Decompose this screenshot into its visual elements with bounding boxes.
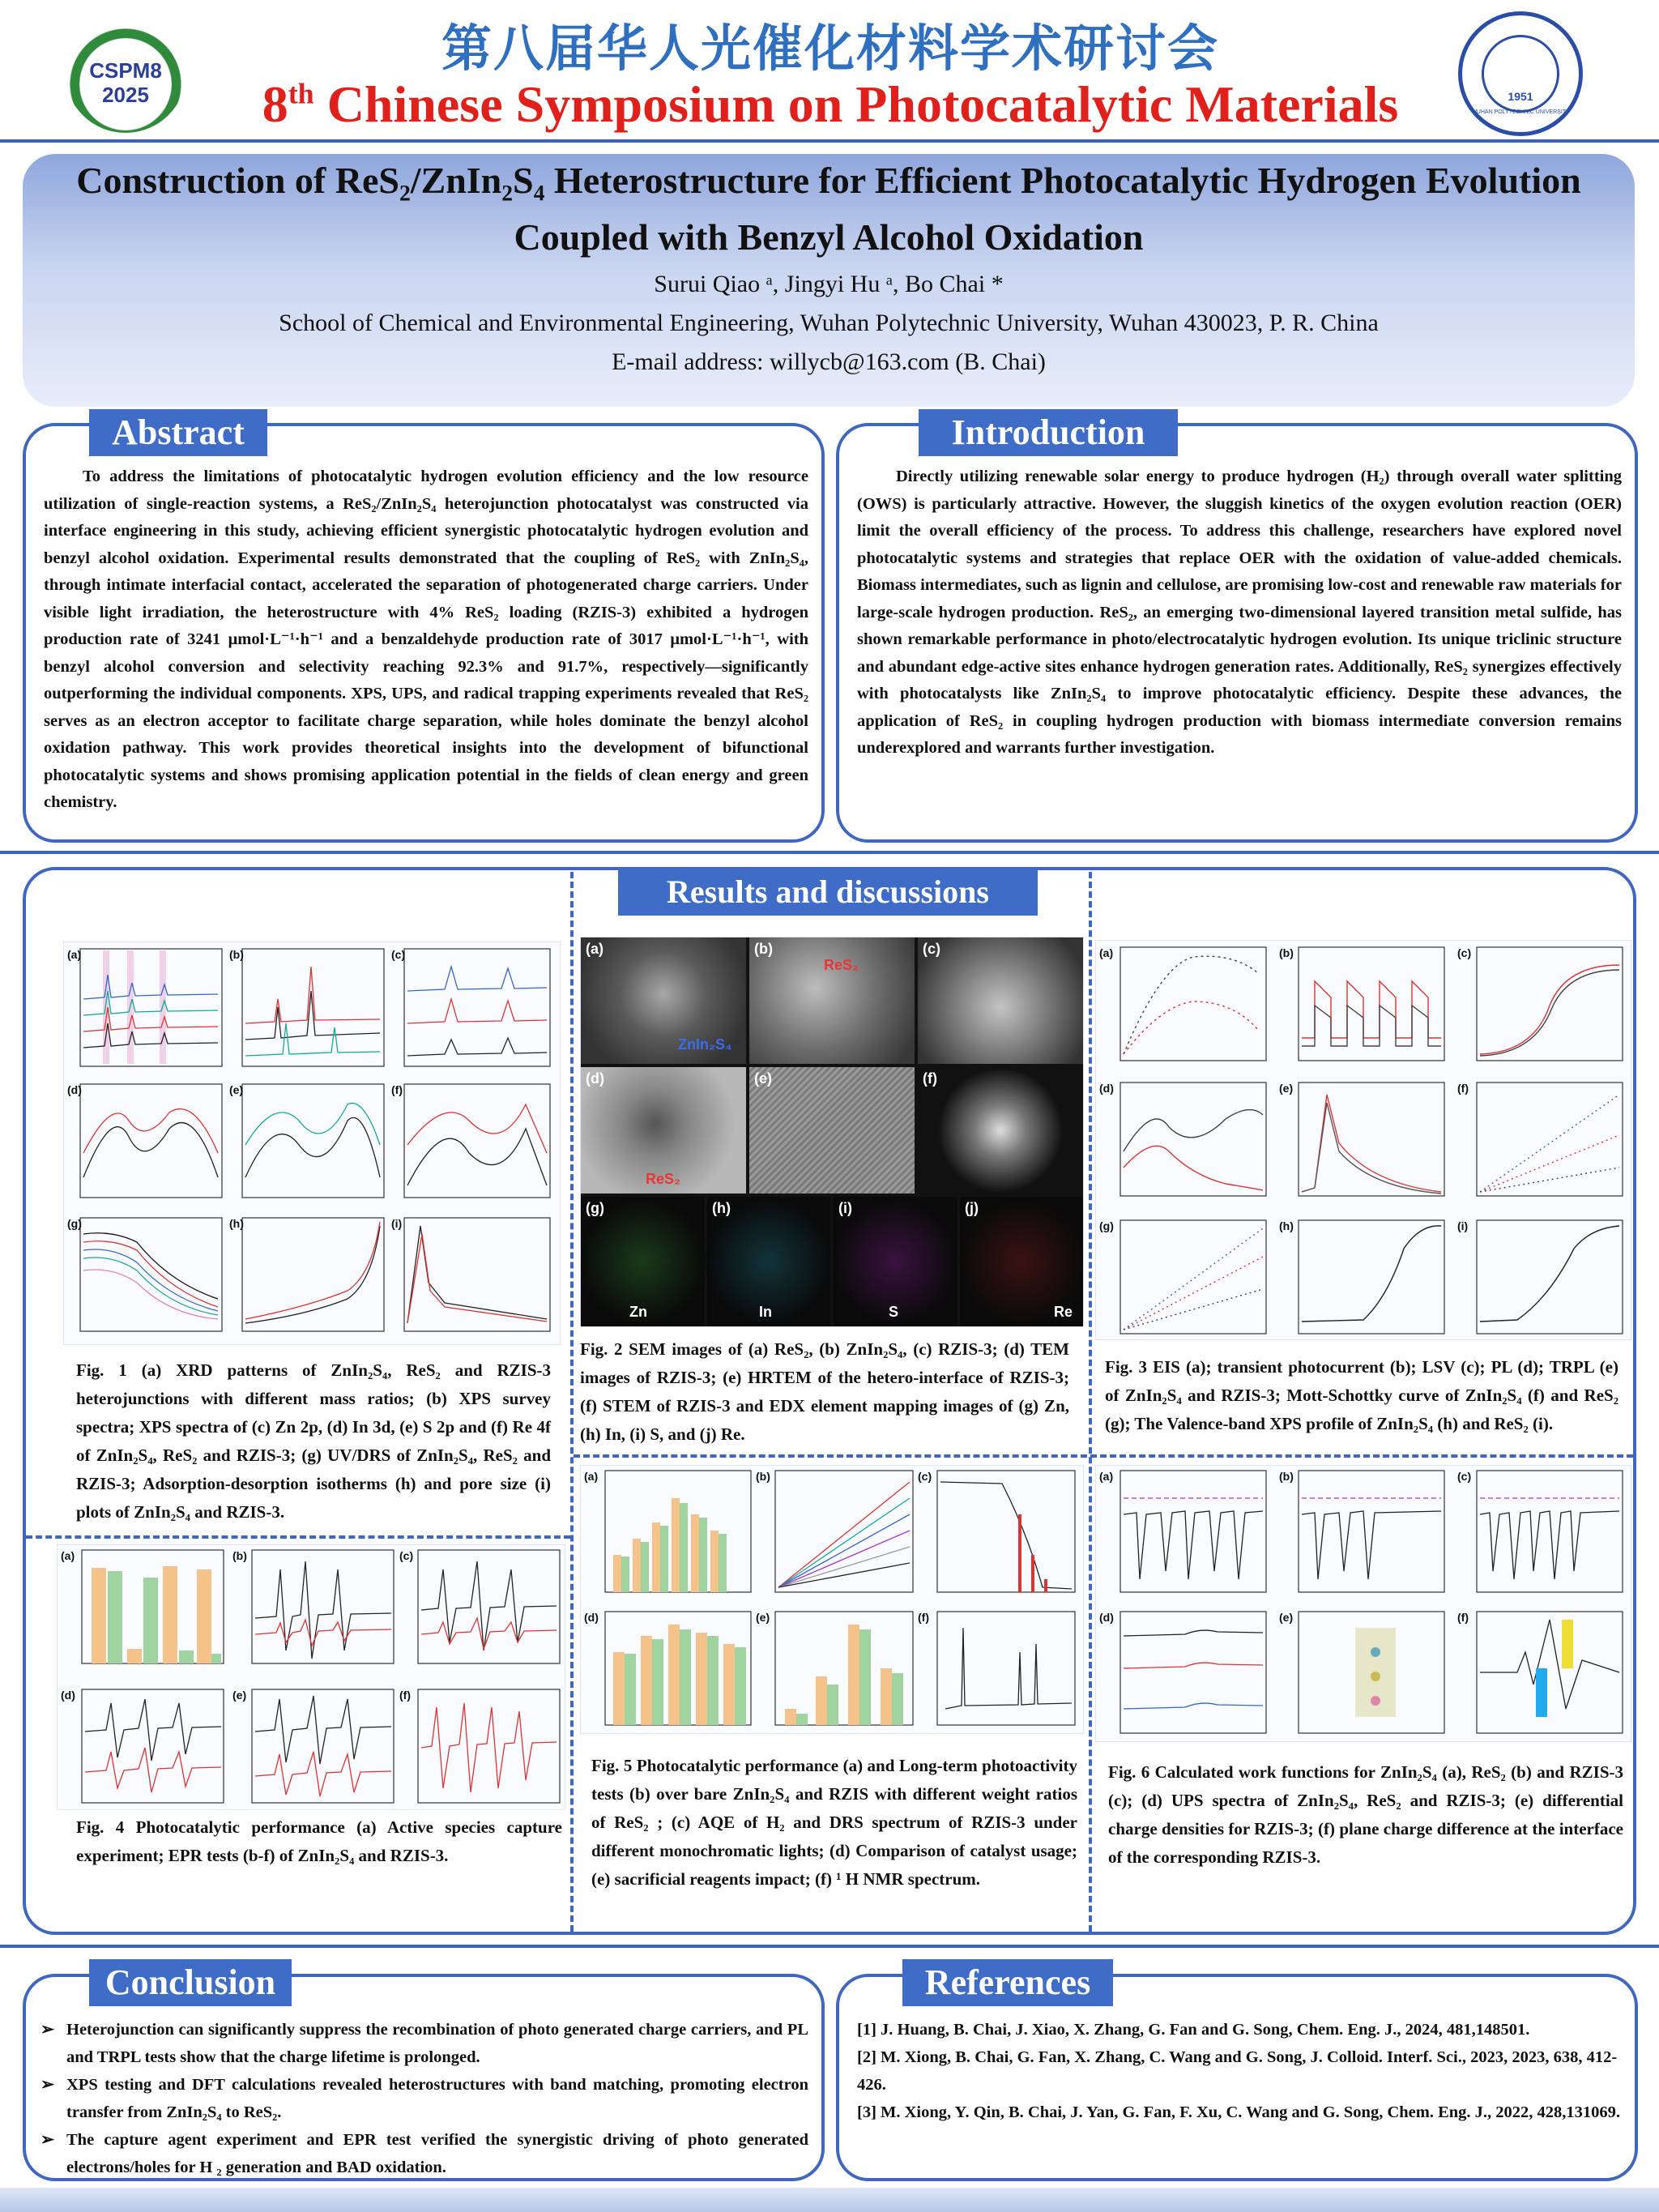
introduction-heading: Introduction: [919, 409, 1178, 456]
svg-text:(h): (h): [1279, 1219, 1294, 1232]
results-divider-h-right: [574, 1454, 1633, 1458]
logo-text-cspm8: CSPM8: [89, 58, 162, 83]
results-divider-right: [1089, 872, 1092, 1932]
fig2-label-g: (g): [586, 1200, 604, 1216]
conclusion-list: [41, 2016, 808, 2181]
results-heading: Results and discussions: [618, 869, 1038, 916]
svg-text:(b): (b): [229, 948, 244, 961]
fig2-label-b: (b): [754, 941, 773, 957]
svg-text:(d): (d): [1099, 1082, 1114, 1095]
logo-text-year: 2025: [102, 83, 149, 107]
section-divider-bottom: [0, 1945, 1659, 1948]
figure-2-caption: Fig. 2 SEM images of (a) ReS₂, (b) ZnIn₂S₄, (c) RZIS-3; (d) TEM images of RZIS-3; (e) HRTEM of the hetero-interface of RZIS-3; (f) STEM of RZIS-3 and EDX element mapping images of (g) Zn, (h) In, (i) S, and (j) Re.: [580, 1339, 1069, 1444]
references-list: [857, 2016, 1625, 2126]
svg-text:(e): (e): [232, 1689, 247, 1702]
authors: Surui Qiao ᵃ, Jingyi Hu ᵃ, Bo Chai *: [654, 271, 1004, 297]
fig2-label-d: (d): [586, 1070, 604, 1087]
svg-text:(c): (c): [399, 1549, 414, 1562]
conclusion-item: ➢ Heterojunction can significantly suppress the recombination of photo generated charge carriers, and PL and TRPL tests show that the charge lifetime is prolonged.: [41, 2021, 808, 2066]
svg-text:(d): (d): [1099, 1611, 1114, 1624]
footer-band: [0, 2188, 1659, 2212]
figure-1: [63, 942, 561, 1345]
abstract-text: To address the limitations of photocatalytic hydrogen evolution efficiency and the low resource utilization of single-reaction systems, a ReS₂/ZnIn₂S₄ heterojunction photocatalyst was constructed via interface engineering in this study, achieving efficient synergistic photocatalytic hydrogen evolution and benzyl alcohol oxidation. Experimental results demonstrated that the coupling of ReS₂ with ZnIn₂S₄, through intimate interfacial contact, accelerated the separation of photogenerated charge carriers. Under visible light irradiation, the heterostructure with 4% ReS₂ loading (RZIS-3) exhibited a hydrogen production rate of 3241 μmol·L⁻¹·h⁻¹ and a benzaldehyde production rate of 3017 μmol·L⁻¹·h⁻¹, with benzyl alcohol conversion and selectivity reaching 92.3% and 91.7%, respectively—significantly outperforming the individual components. XPS, UPS, and radical trapping experiments revealed that ReS₂ serves as an electron acceptor to facilitate charge separation, while holes dominate the benzyl alcohol oxidation pathway. This work provides theoretical insights into the development of bifunctional photocatalytic systems and shows promising application potential in the fields of clean energy and green chemistry.: [44, 468, 808, 811]
svg-text:(e): (e): [229, 1083, 244, 1096]
conclusion-item: ➢ XPS testing and DFT calculations revealed heterostructures with band matching, promoting electron transfer from ZnIn₂S₄ to ReS₂.: [41, 2076, 808, 2121]
title-chinese: 第八届华人光催化材料学术研讨会: [441, 19, 1219, 78]
header-divider: [0, 139, 1659, 143]
svg-text:(d): (d): [584, 1611, 599, 1624]
svg-text:(c): (c): [1457, 946, 1472, 959]
reference-item: [3] M. Xiong, Y. Qin, B. Chai, J. Yan, G. Fan, F. Xu, C. Wang and G. Song, Chem. Eng. J., 2022, 428,131069.: [857, 2103, 1621, 2121]
figure-6: [1095, 1465, 1631, 1742]
svg-text:(f): (f): [1457, 1082, 1469, 1095]
university-logo: [1458, 11, 1583, 136]
abstract-heading: Abstract: [89, 409, 267, 456]
fig2-label-h: (h): [712, 1200, 731, 1216]
section-divider-top: [0, 851, 1659, 854]
figure-2: [580, 937, 1084, 1327]
fig2-label-f: (f): [923, 1070, 937, 1087]
fig2-res2-tag: ReS₂: [824, 957, 859, 973]
sem-image-c: [918, 937, 1083, 1064]
svg-text:(e): (e): [1279, 1611, 1294, 1624]
figure-3: [1095, 940, 1631, 1340]
fig2-zn-tag: Zn: [629, 1304, 647, 1320]
svg-text:(b): (b): [232, 1549, 247, 1562]
fig2-in-tag: In: [759, 1304, 772, 1320]
fig2-res2-tem-tag: ReS₂: [646, 1171, 681, 1187]
fig2-label-c: (c): [923, 941, 940, 957]
svg-text:(c): (c): [1457, 1470, 1472, 1483]
svg-text:(e): (e): [756, 1611, 770, 1624]
svg-text:(c): (c): [918, 1470, 932, 1483]
conclusion-heading: Conclusion: [89, 1959, 292, 2006]
svg-text:(a): (a): [1099, 1470, 1114, 1483]
affiliation: School of Chemical and Environmental Engineering, Wuhan Polytechnic University, Wuhan 430023, P. R. China: [279, 310, 1379, 336]
reference-item: [1] J. Huang, B. Chai, J. Xiao, X. Zhang, G. Fan and G. Song, Chem. Eng. J., 2024, 481,148501.: [857, 2021, 1530, 2039]
svg-text:(d): (d): [67, 1083, 82, 1096]
conclusion-item: ➢ The capture agent experiment and EPR test verified the synergistic driving of photo generated electrons/holes for H ₂ generation and BAD oxidation.: [41, 2131, 808, 2176]
svg-text:(g): (g): [67, 1217, 82, 1230]
svg-text:(f): (f): [1457, 1611, 1469, 1624]
svg-text:(g): (g): [1099, 1219, 1114, 1232]
fig2-label-i: (i): [838, 1200, 852, 1216]
fig2-re-tag: Re: [1054, 1304, 1073, 1320]
figure-4: [57, 1544, 565, 1810]
svg-text:(b): (b): [1279, 946, 1294, 959]
svg-text:(f): (f): [391, 1083, 403, 1096]
results-divider-left: [570, 872, 574, 1932]
fig2-label-a: (a): [586, 941, 603, 957]
logo-year: 1951: [1508, 90, 1533, 103]
svg-text:(h): (h): [229, 1217, 244, 1230]
reference-item: [2] M. Xiong, B. Chai, G. Fan, X. Zhang, C. Wang and G. Song, J. Colloid. Interf. Sci., 2023, 2023, 638, 412-426.: [857, 2048, 1618, 2094]
logo-ring-text: WUHAN POLYTECHNIC UNIVERSITY: [1471, 109, 1570, 115]
email: E-mail address: willycb@163.com (B. Chai): [612, 348, 1046, 375]
fig2-zis-tag: ZnIn₂S₄: [678, 1036, 732, 1053]
figure-5-caption: Fig. 5 Photocatalytic performance (a) and Long-term photoactivity tests (b) over bare ZnIn₂S₄ and RZIS with different weight ratios of ReS₂ ; (c) AQE of H₂ and DRS spectrum of RZIS-3 under different monochromatic lights; (d) Comparison of catalyst usage; (e) sacrificial reagents impact; (f) ¹ H NMR spectrum.: [591, 1756, 1077, 1889]
figure-6-caption: Fig. 6 Calculated work functions for ZnIn₂S₄ (a), ReS₂ (b) and RZIS-3 (c); (d) UPS spectra of ZnIn₂S₄, ReS₂ and RZIS-3; (e) differential charge densities for RZIS-3; (f) plane charge difference at the interface of the corresponding RZIS-3.: [1108, 1762, 1623, 1867]
svg-text:(b): (b): [1279, 1470, 1294, 1483]
svg-text:(i): (i): [1457, 1219, 1469, 1232]
svg-text:(f): (f): [918, 1611, 929, 1624]
results-divider-h-left: [26, 1535, 570, 1539]
figure-5: [580, 1465, 1084, 1734]
svg-text:(d): (d): [61, 1689, 75, 1702]
cspm8-logo: [65, 11, 186, 133]
paper-title-line1: Construction of ReS₂/ZnIn₂S₄ Heterostructure for Efficient Photocatalytic Hydrogen Evolution: [76, 160, 1581, 201]
fig2-s-tag: S: [889, 1304, 899, 1320]
svg-text:(a): (a): [67, 948, 82, 961]
fig2-label-j: (j): [965, 1200, 979, 1216]
svg-text:(a): (a): [61, 1549, 75, 1562]
fig2-label-e: (e): [754, 1070, 772, 1087]
svg-text:(f): (f): [399, 1689, 411, 1702]
references-heading: References: [902, 1959, 1113, 2006]
figure-4-caption: Fig. 4 Photocatalytic performance (a) Active species capture experiment; EPR tests (b-f) of ZnIn₂S₄ and RZIS-3.: [76, 1817, 562, 1865]
figure-3-caption: Fig. 3 EIS (a); transient photocurrent (b); LSV (c); PL (d); TRPL (e) of ZnIn₂S₄ and RZIS-3; Mott-Schottky curve of ZnIn₂S₄ (f) and ReS₂ (g); The Valence-band XPS profile of ZnIn₂S₄ (h) and ReS₂ (i).: [1105, 1357, 1618, 1433]
figure-1-caption: Fig. 1 (a) XRD patterns of ZnIn₂S₄, ReS₂ and RZIS-3 heterojunctions with different mass ratios; (b) XPS survey spectra; XPS spectra of (c) Zn 2p, (d) In 3d, (e) S 2p and (f) Re 4f of ZnIn₂S₄, ReS₂ and RZIS-3; (g) UV/DRS of ZnIn₂S₄, ReS₂ and RZIS-3; Adsorption-desorption isotherms (h) and pore size (i) plots of ZnIn₂S₄ and RZIS-3.: [76, 1360, 551, 1522]
svg-text:(c): (c): [391, 948, 406, 961]
title-english: 8th Chinese Symposium on Photocatalytic Materials: [262, 75, 1399, 133]
paper-title-line2: Coupled with Benzyl Alcohol Oxidation: [514, 216, 1144, 258]
svg-text:(a): (a): [584, 1470, 599, 1483]
svg-text:(i): (i): [391, 1217, 403, 1230]
introduction-text: Directly utilizing renewable solar energy to produce hydrogen (H₂) through overall water splitting (OWS) is particularly attractive. However, the sluggish kinetics of the oxygen evolution reaction (OER) limit the overall efficiency of the process. To address this challenge, researchers have explored novel photocatalytic systems and strategies that replace OER with the oxidation of value-added chemicals. Biomass intermediates, such as lignin and cellulose, are promising low-cost and renewable raw materials for large-scale hydrogen production. ReS₂, an emerging two-dimensional layered transition metal sulfide, has shown remarkable performance in photo/electrocatalytic hydrogen evolution. Its unique triclinic structure and abundant edge-active sites enhance hydrogen generation rates. Additionally, ReS₂ synergizes effectively with photocatalysts like ZnIn₂S₄ to improve photocatalytic efficiency. Despite these advances, the application of ReS₂ in coupling hydrogen production with biomass intermediate conversion remains underexplored and warrants further investigation.: [857, 468, 1622, 757]
hrtem-image-e: [749, 1067, 915, 1194]
stem-image-f: [918, 1067, 1083, 1194]
svg-text:(e): (e): [1279, 1082, 1294, 1095]
svg-text:(b): (b): [756, 1470, 770, 1483]
svg-text:(a): (a): [1099, 946, 1114, 959]
